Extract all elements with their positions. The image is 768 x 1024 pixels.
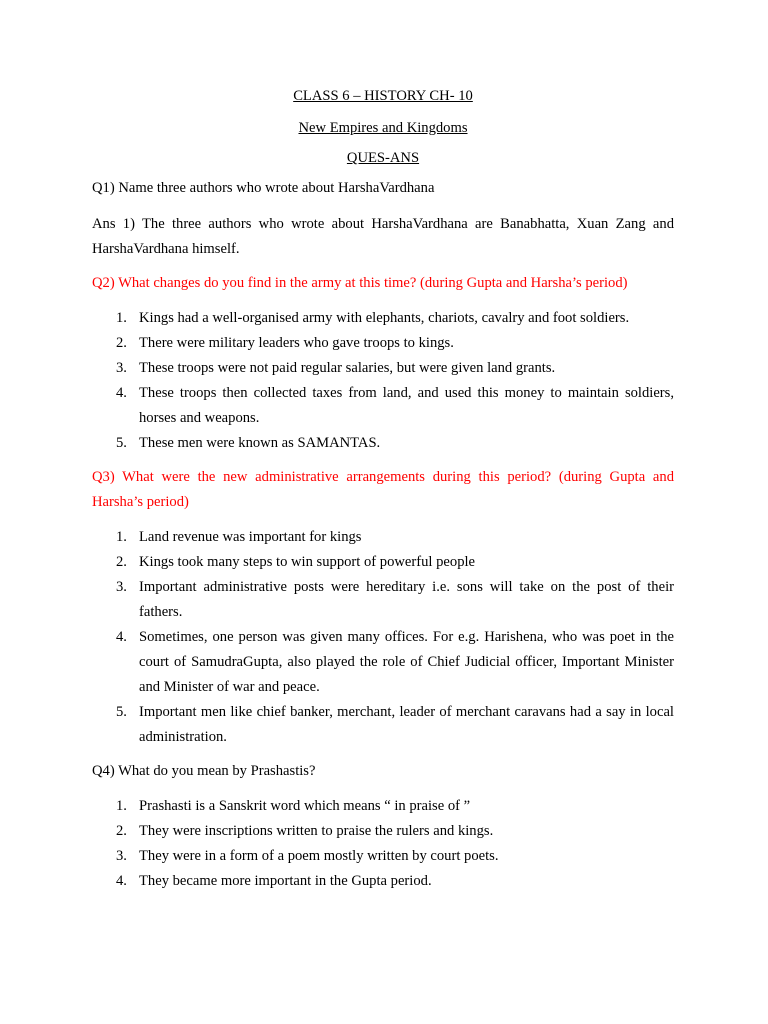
list-text: These men were known as SAMANTAS. [139, 435, 381, 451]
list-number: 4. [116, 385, 127, 401]
q4-question: Q4) What do you mean by Prashastis? [92, 763, 316, 779]
list-number: 5. [116, 704, 127, 720]
document-page [92, 86, 674, 894]
q1-question: Q1) Name three authors who wrote about HarshaVardhana [92, 180, 435, 196]
list-item [92, 869, 674, 894]
section-title: QUES-ANS [346, 150, 420, 166]
list-text: They became more important in the Gupta period. [139, 873, 432, 889]
list-text: Important men like chief banker, merchant, leader of merchant caravans had a say in local administration. [139, 704, 674, 745]
list-item [92, 550, 674, 575]
q4-list [92, 794, 674, 894]
list-number: 3. [116, 360, 127, 376]
q3-list [92, 525, 674, 750]
list-item [92, 431, 674, 456]
list-text: Prashasti is a Sanskrit word which means “ in praise of ” [139, 798, 471, 814]
list-text: There were military leaders who gave troops to kings. [139, 335, 454, 351]
list-text: Kings had a well-organised army with elephants, chariots, cavalry and foot soldiers. [139, 310, 630, 326]
list-text: Land revenue was important for kings [139, 529, 362, 545]
list-number: 1. [116, 529, 127, 545]
list-item [92, 625, 674, 700]
list-number: 3. [116, 579, 127, 595]
list-item [92, 381, 674, 431]
list-text: They were in a form of a poem mostly written by court poets. [139, 848, 499, 864]
list-number: 4. [116, 629, 127, 645]
class-title: CLASS 6 – HISTORY CH- 10 [293, 88, 473, 104]
q3-question: Q3) What were the new administrative arrangements during this period? (during Gupta and Harsha’s period) [92, 469, 674, 510]
list-item [92, 819, 674, 844]
list-item [92, 575, 674, 625]
q2-list [92, 306, 674, 456]
q1-answer: Ans 1) The three authors who wrote about HarshaVardhana are Banabhatta, Xuan Zang and HarshaVardhana himself. [92, 216, 674, 257]
list-text: They were inscriptions written to praise the rulers and kings. [139, 823, 494, 839]
list-number: 5. [116, 435, 127, 451]
chapter-title: New Empires and Kingdoms [298, 120, 468, 136]
list-number: 1. [116, 798, 127, 814]
list-item [92, 794, 674, 819]
list-number: 4. [116, 873, 127, 889]
list-number: 2. [116, 554, 127, 570]
list-text: Sometimes, one person was given many offices. For e.g. Harishena, who was poet in the court of SamudraGupta, also played the role of Chief Judicial officer, Important Minister and Minister of war and peace. [139, 629, 674, 695]
list-number: 2. [116, 335, 127, 351]
list-number: 1. [116, 310, 127, 326]
list-item [92, 525, 674, 550]
list-item [92, 306, 674, 331]
list-number: 3. [116, 848, 127, 864]
list-item [92, 356, 674, 381]
list-text: These troops then collected taxes from land, and used this money to maintain soldiers, horses and weapons. [139, 385, 674, 426]
list-text: Kings took many steps to win support of powerful people [139, 554, 476, 570]
list-item [92, 331, 674, 356]
list-item [92, 700, 674, 750]
list-text: Important administrative posts were hereditary i.e. sons will take on the post of their fathers. [139, 579, 674, 620]
list-text: These troops were not paid regular salaries, but were given land grants. [139, 360, 556, 376]
list-item [92, 844, 674, 869]
q2-question: Q2) What changes do you find in the army at this time? (during Gupta and Harsha’s period) [92, 275, 628, 291]
list-number: 2. [116, 823, 127, 839]
